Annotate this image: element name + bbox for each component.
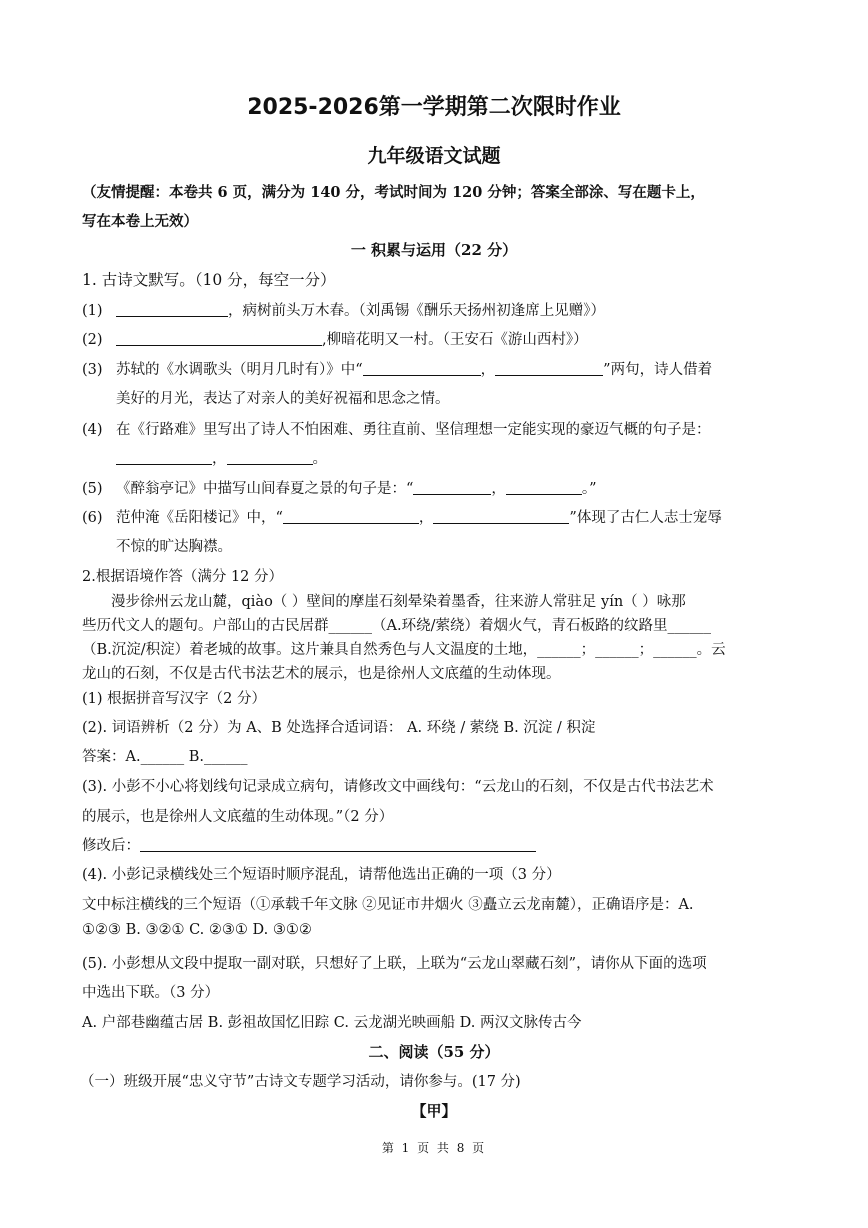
answer-blank[interactable] — [506, 480, 582, 495]
notice-line-2: 写在本卷上无效） — [82, 213, 198, 230]
q1-item-5: (5) 《醉翁亭记》中描写山间春夏之景的句子是：“ ， 。” — [82, 481, 597, 497]
passage-line-2: 些历代文人的题句。户部山的古民居群______（A.环绕/萦绕）着烟火气，青石板路的纹路里______ — [82, 618, 711, 634]
q1-item-6: (6) 范仲淹《岳阳楼记》中，“ ， ”体现了古仁人志士宠辱 — [82, 510, 722, 526]
section-2-title: 二、阅读（55 分） — [368, 1043, 500, 1061]
sub-question-4-line-2: 文中标注横线的三个短语（①承载千年文脉 ②见证市井烟火 ③矗立云龙南麓），正确语序是：A. — [82, 897, 694, 913]
answer-blank[interactable] — [116, 331, 322, 346]
q1-item-6-cont: 不惊的旷达胸襟。 — [116, 539, 232, 555]
answer-blank[interactable] — [227, 450, 313, 465]
sub-question-2: (2). 词语辨析（2 分）为 A、B 处选择合适词语： A. 环绕 / 萦绕 B. 沉淀 / 积淀 — [82, 720, 596, 736]
q1-item-3-cont: 美好的月光，表达了对亲人的美好祝福和思念之情。 — [116, 391, 450, 407]
question-1-title: 1. 古诗文默写。（10 分，每空一分） — [82, 271, 336, 289]
reading-part-1: （一）班级开展“忠义守节”古诗文专题学习活动，请你参与。(17 分) — [80, 1074, 521, 1090]
answer-blank[interactable] — [140, 837, 536, 852]
q1-item-2: (2) ,柳暗花明又一村。（王安石《游山西村》） — [82, 332, 588, 348]
sub-question-2-answer: 答案：A.______ B.______ — [82, 749, 248, 765]
page-title: 2025-2026第一学期第二次限时作业 — [247, 95, 621, 120]
answer-blank[interactable] — [116, 450, 212, 465]
sub-question-4-options: ①②③ B. ③②① C. ②③① D. ③①② — [82, 922, 312, 938]
page-footer: 第 1 页 共 8 页 — [381, 1141, 487, 1155]
passage-line-4: 龙山的石刻，不仅是古代书法艺术的展示，也是徐州人文底蕴的生动体现。 — [82, 666, 561, 682]
passage-line-1: 漫步徐州云龙山麓，qiào（ ）壁间的摩崖石刻晕染着墨香，往来游人常驻足 yín（ ）咏那 — [111, 594, 686, 610]
answer-blank[interactable] — [413, 480, 491, 495]
q1-item-1: (1) ，病树前头万木春。（刘禹锡《酬乐天扬州初逢席上见赠》） — [82, 303, 605, 319]
answer-blank[interactable] — [283, 509, 419, 524]
passage-line-3: （B.沉淀/积淀）着老城的故事。这片兼具自然秀色与人文温度的土地，______；______；______。云 — [82, 642, 726, 658]
sub-question-3-answer: 修改后： — [82, 834, 536, 855]
q1-item-3: (3) 苏轼的《水调歌头（明月几时有）》中“ ， ”两句，诗人借着 — [82, 362, 713, 378]
sub-question-3-line-1: (3). 小彭不小心将划线句记录成立病句，请修改文中画线句：“云龙山的石刻，不仅是古代书法艺术 — [82, 779, 714, 795]
answer-blank[interactable] — [363, 361, 481, 376]
sub-question-5-line-1: (5). 小彭想从文段中提取一副对联，只想好了上联，上联为“云龙山翠藏石刻”，请你从下面的选项 — [82, 956, 707, 972]
answer-blank[interactable] — [495, 361, 603, 376]
notice-line-1: （友情提醒：本卷共 6 页，满分为 140 分，考试时间为 120 分钟；答案全部涂、写在题卡上， — [82, 184, 705, 201]
page-subtitle: 九年级语文试题 — [367, 145, 501, 167]
sub-question-5-line-2: 中选出下联。（3 分） — [82, 985, 220, 1001]
sub-question-1: (1) 根据拼音写汉字（2 分） — [82, 691, 266, 707]
sub-question-5-options: A. 户部巷幽蕴古居 B. 彭祖故国忆旧踪 C. 云龙湖光映画船 D. 两汉文脉传古今 — [82, 1015, 582, 1031]
q1-item-4: (4) 在《行路难》里写出了诗人不怕困难、勇往直前、坚信理想一定能实现的豪迈气概的句子是： — [82, 422, 711, 438]
answer-blank[interactable] — [116, 302, 228, 317]
question-2-title: 2.根据语境作答（满分 12 分） — [82, 569, 284, 585]
sub-question-3-line-2: 的展示，也是徐州人文底蕴的生动体现。”（2 分） — [82, 809, 394, 825]
section-1-title: 一 积累与运用（22 分） — [350, 241, 518, 259]
q1-item-4-cont: ， 。 — [116, 447, 327, 468]
answer-blank[interactable] — [433, 509, 569, 524]
sub-question-4-line-1: (4). 小彭记录横线处三个短语时顺序混乱，请帮他选出正确的一项（3 分） — [82, 867, 561, 883]
reading-label-jia: 【甲】 — [411, 1102, 457, 1120]
